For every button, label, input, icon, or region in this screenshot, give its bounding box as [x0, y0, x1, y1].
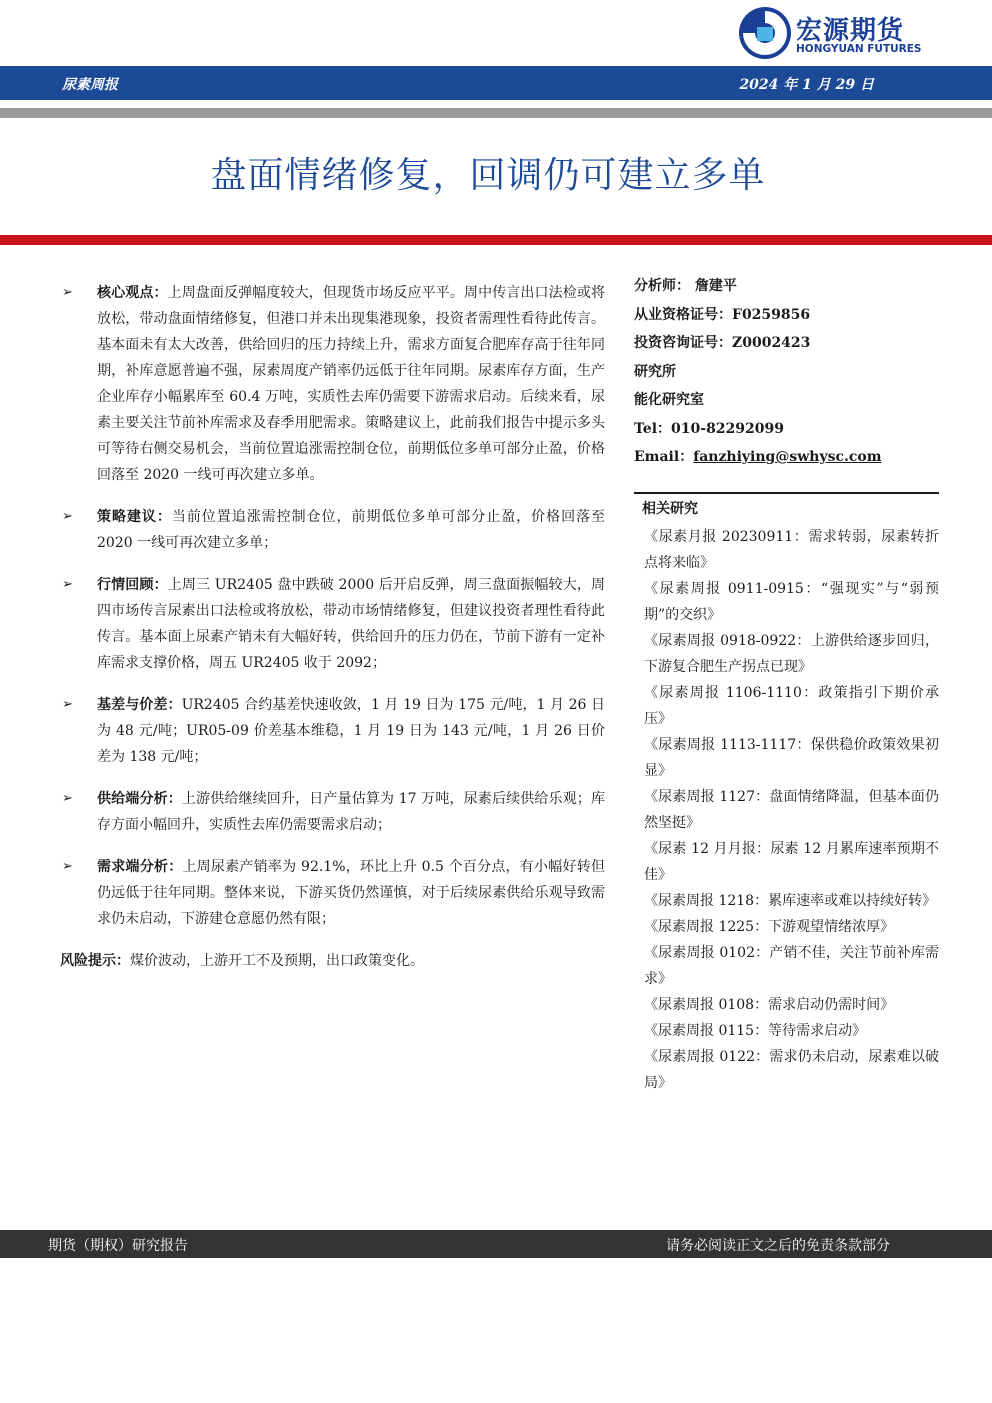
bullet-label: 基差与价差：	[97, 697, 182, 713]
related-item: 《尿素周报 1127：盘面情绪降温，但基本面仍然坚挺》	[644, 789, 939, 831]
bullet-label: 核心观点：	[97, 285, 168, 301]
email-line	[634, 443, 939, 472]
bullet-strategy	[60, 504, 605, 556]
bullet-text: 当前位置追涨需控制仓位，前期低位多单可部分止盈，价格回落至 2020 一线可再次建立多单；	[97, 509, 606, 551]
bullet-label: 策略建议：	[97, 509, 172, 525]
related-item: 《尿素月报 20230911：需求转弱，尿素转折点将来临》	[644, 529, 939, 571]
related-research	[634, 492, 939, 1096]
arrow-bullet-icon: ➢	[62, 791, 73, 806]
related-item: 《尿素周报 1218：累库速率或难以持续好转》	[644, 893, 937, 909]
bullet-label: 供给端分析：	[97, 791, 182, 807]
bullet-basis-spread	[60, 692, 605, 770]
related-research-heading: 相关研究	[634, 492, 939, 520]
related-item: 《尿素周报 0918-0922：上游供给逐步回归，下游复合肥生产拐点已现》	[644, 633, 939, 675]
arrow-bullet-icon: ➢	[62, 577, 73, 592]
related-item: 《尿素周报 1225：下游观望情绪浓厚》	[644, 919, 895, 935]
bullet-text: UR2405 合约基差快速收敛，1 月 19 日为 175 元/吨，1 月 26 日为 48 元/吨；UR05-09 价差基本维稳，1 月 19 日为 143 元/吨，1 月 26 日价差为 138 元/吨；	[97, 697, 606, 765]
bullet-label: 行情回顾：	[97, 577, 168, 593]
bullet-text: 上周尿素产销率为 92.1%，环比上升 0.5 个百分点，有小幅好转但仍远低于往年同期。整体来说，下游买货仍然谨慎，对于后续尿素供给乐观导致需求仍未启动，下游建仓意愿仍然有限；	[97, 859, 605, 927]
report-title: 盘面情绪修复，回调仍可建立多单	[210, 155, 766, 196]
risk-text: 煤价波动，上游开工不及预期，出口政策变化。	[130, 953, 424, 969]
bullet-text: 上游供给继续回升，日产量估算为 17 万吨，尿素后续供给乐观；库存方面小幅回升，实质性去库仍需要需求启动；	[97, 791, 605, 833]
related-item: 《尿素周报 0108：需求启动仍需时间》	[644, 997, 895, 1013]
company-logo	[738, 4, 938, 62]
footer-report-type: 期货（期权）研究报告	[48, 1238, 188, 1254]
related-item: 《尿素周报 1113-1117：保供稳价政策效果初显》	[644, 737, 939, 779]
bullet-demand	[60, 854, 605, 932]
bullet-text: 上周盘面反弹幅度较大，但现货市场反应平平。周中传言出口法检或将放松，带动盘面情绪修复，但港口并未出现集港现象，投资者需理性看待此传言。基本面未有太大改善，供给回归的压力持续上升，需求方面复合肥库存高于往年同期，补库意愿普遍不强，尿素周度产销率仍远低于往年同期。尿素库存方面，生产企业库存小幅累库至 60.4 万吨，实质性去库仍需要下游需求启动。后续来看，尿素主要关注节前补库需求及春季用肥需求。策略建议上，此前我们报告中提示多头可等待右侧交易机会，当前位置追涨需控制仓位，前期低位多单可部分止盈，价格回落至 2020 一线可再次建立多单。	[97, 285, 606, 483]
office-name: 能化研究室	[634, 392, 704, 408]
title-divider	[0, 235, 992, 245]
arrow-bullet-icon: ➢	[62, 509, 73, 524]
qualification-number: 从业资格证号：F0259856	[634, 306, 811, 323]
footer-disclaimer-note: 请务必阅读正文之后的免责条款部分	[666, 1238, 890, 1254]
related-item: 《尿素周报 0122：需求仍未启动，尿素难以破局》	[644, 1049, 939, 1091]
related-item: 《尿素周报 1106-1110：政策指引下期价承压》	[644, 685, 939, 727]
header-divider	[0, 108, 992, 118]
arrow-bullet-icon: ➢	[62, 859, 73, 874]
consulting-number: 投资咨询证号：Z0002423	[634, 335, 811, 351]
report-date: 2024 年 1 月 29 日	[739, 77, 874, 93]
hongyuan-logo-icon	[738, 6, 792, 60]
main-content	[60, 280, 605, 974]
related-item: 《尿素周报 0115：等待需求启动》	[644, 1023, 867, 1039]
related-item: 《尿素周报 0102：产销不佳，关注节前补库需求》	[644, 945, 939, 987]
analyst-info	[634, 272, 939, 472]
institute-name: 研究所	[634, 363, 676, 380]
related-research-list	[634, 524, 939, 1096]
related-item: 《尿素周报 0911-0915：“强现实”与“弱预期”的交织》	[644, 581, 939, 623]
email-link[interactable]: fanzhiying@swhysc.com	[693, 449, 882, 465]
bullet-core-view	[60, 280, 605, 488]
bullet-market-review	[60, 572, 605, 676]
risk-label: 风险提示：	[60, 953, 130, 969]
logo-name-cn: 宏源期货	[796, 16, 905, 46]
logo-name-en: HONGYUAN FUTURES	[796, 43, 922, 55]
report-category: 尿素周报	[62, 77, 118, 93]
footer-bar	[0, 1230, 992, 1258]
arrow-bullet-icon: ➢	[62, 697, 73, 712]
bullet-text: 上周三 UR2405 盘中跌破 2000 后开启反弹，周三盘面振幅较大，周四市场传言尿素出口法检或将放松，带动市场情绪修复，但建议投资者理性看待此传言。基本面上尿素产销未有大幅好转，供给回升的压力仍在，节前下游有一定补库需求支撑价格，周五 UR2405 收于 2092；	[97, 577, 605, 671]
arrow-bullet-icon: ➢	[62, 285, 73, 300]
header-bar	[0, 66, 992, 100]
related-item: 《尿素 12 月月报：尿素 12 月累库速率预期不佳》	[644, 841, 939, 883]
telephone: Tel：010-82292099	[634, 420, 785, 437]
analyst-name: 分析师： 詹建平	[634, 278, 737, 294]
risk-warning	[60, 948, 605, 974]
bullet-label: 需求端分析：	[97, 859, 183, 875]
bullet-supply	[60, 786, 605, 838]
email-label: Email：	[634, 449, 694, 465]
